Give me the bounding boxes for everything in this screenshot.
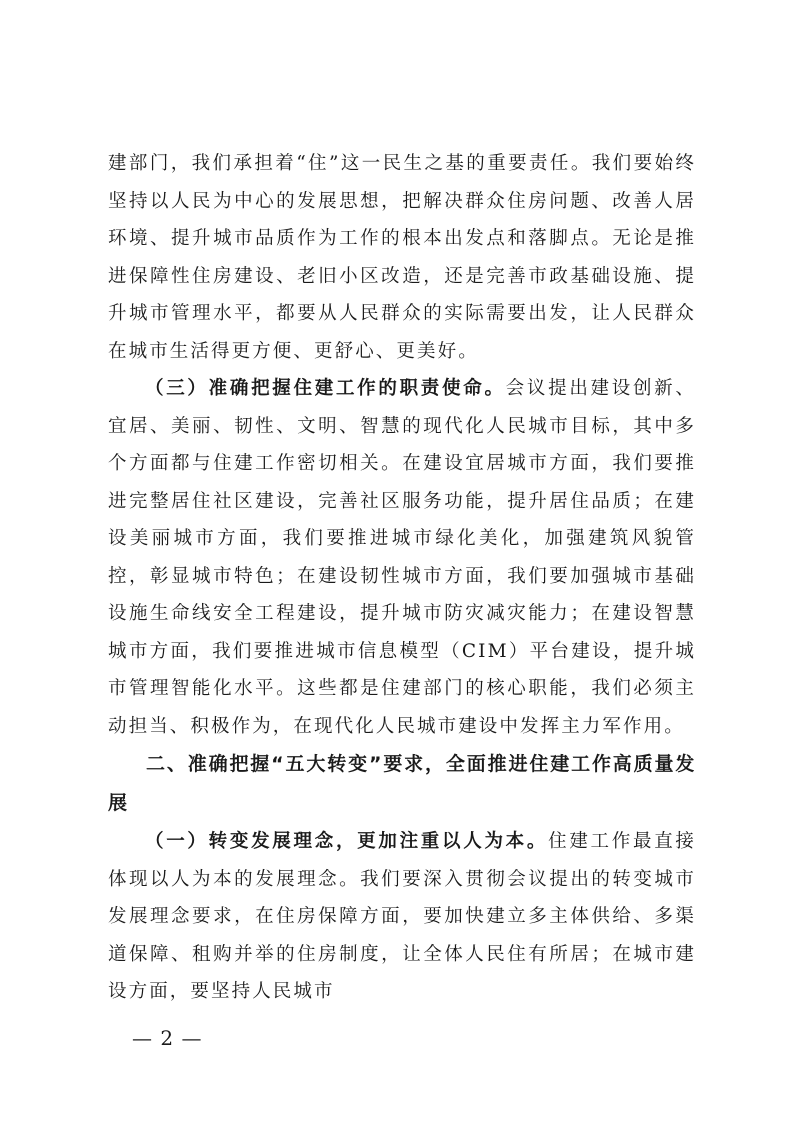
paragraph-2 (108, 370, 696, 745)
paragraph-2-body: 会议提出建设创新、宜居、美丽、韧性、文明、智慧的现代化人民城市目标，其中多个方面都与住建工作密切相关。在建设宜居城市方面，我们要推进完整居住社区建设，完善社区服务功能，提升居住品质；在建设美丽城市方面，我们要推进城市绿化美化，加强建筑风貌管控，彰显城市特色；在建设韧性城市方面，我们要加强城市基础设施生命线安全工程建设，提升城市防灾减灾能力；在建设智慧城市方面，我们要推进城市信息模型（CIM）平台建设，提升城市管理智能化水平。这些都是住建部门的核心职能，我们必须主动担当、积极作为，在现代化人民城市建设中发挥主力军作用。 (108, 378, 696, 737)
paragraph-3 (108, 823, 696, 1011)
page-number: — 2 — (132, 1026, 203, 1050)
section-heading-2: 二、准确把握“五大转变”要求，全面推进住建工作高质量发展 (108, 753, 696, 814)
paragraph-3-body: 住建工作最直接体现以人为本的发展理念。我们要深入贯彻会议提出的转变城市发展理念要求，在住房保障方面，要加快建立多主体供给、多渠道保障、租购并举的住房制度，让全体人民住有所居；在城市建设方面，要坚持人民城市 (108, 831, 697, 1002)
subsection-heading-3: （三）准确把握住建工作的职责使命。 (145, 378, 506, 399)
document-body (108, 145, 696, 1011)
subsection-heading-1: （一）转变发展理念，更加注重以人为本。 (145, 831, 549, 852)
paragraph-1: 建部门，我们承担着“住”这一民生之基的重要责任。我们要始终坚持以人民为中心的发展思想，把解决群众住房问题、改善人居环境、提升城市品质作为工作的根本出发点和落脚点。无论是推进保障性住房建设、老旧小区改造，还是完善市政基础设施、提升城市管理水平，都要从人民群众的实际需要出发，让人民群众在城市生活得更方便、更舒心、更美好。 (108, 153, 696, 362)
